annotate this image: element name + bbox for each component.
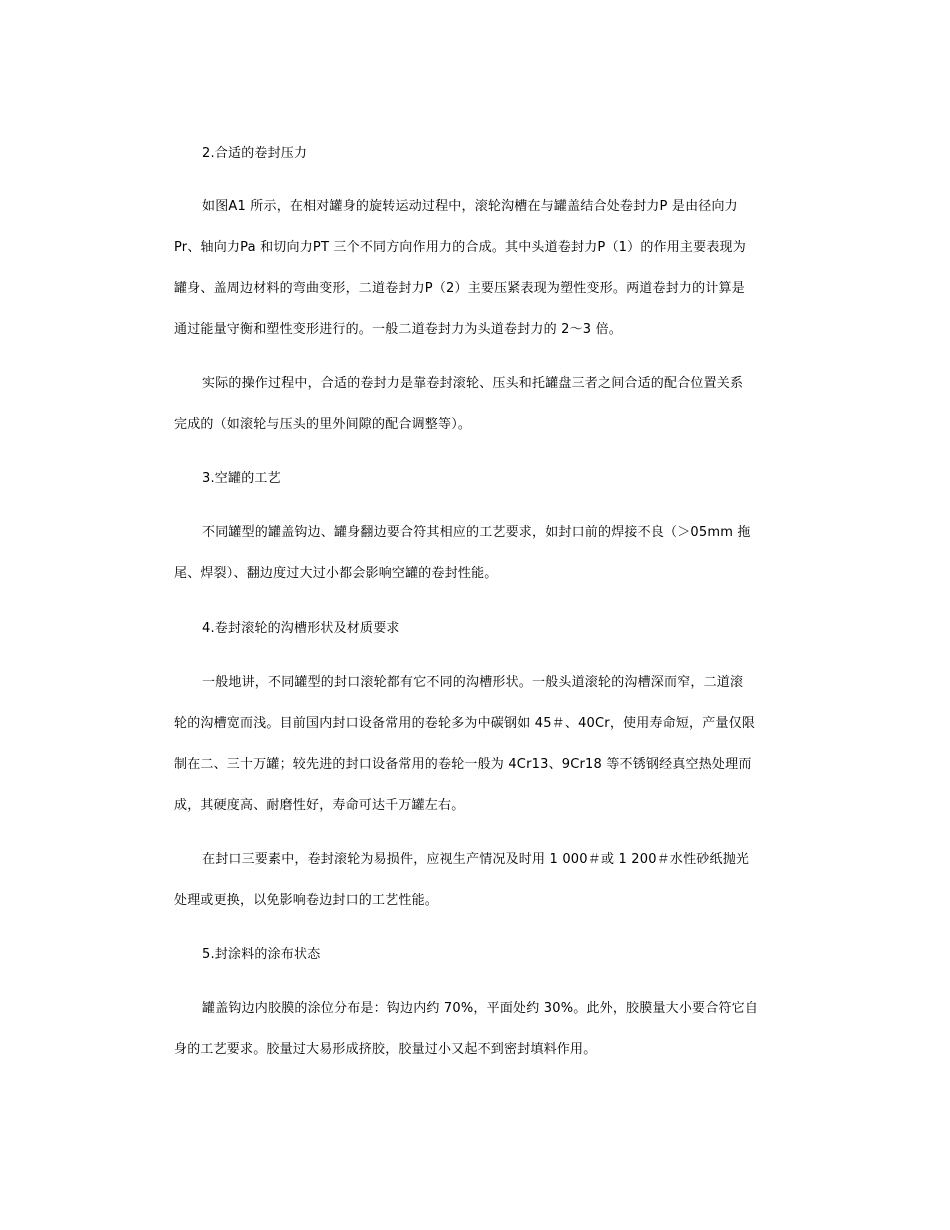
paragraph-line: 身的工艺要求。胶量过大易形成挤胶，胶量过小又起不到密封填料作用。 bbox=[174, 1042, 597, 1057]
paragraph-line: 成，其硬度高、耐磨性好，寿命可达千万罐左右。 bbox=[174, 798, 465, 813]
paragraph-line: 罐身、盖周边材料的弯曲变形，二道卷封力P（2）主要压紧表现为塑性变形。两道卷封力的计算是 bbox=[174, 281, 745, 296]
paragraph-line: 完成的（如滚轮与压头的里外间隙的配合调整等）。 bbox=[174, 417, 472, 432]
paragraph-line: 尾、焊裂）、翻边度过大过小都会影响空罐的卷封性能。 bbox=[174, 566, 498, 581]
paragraph-line: Pr、轴向力Pa 和切向力PT 三个不同方向作用力的合成。其中头道卷封力P（1）的作用主要表现为 bbox=[174, 240, 746, 255]
section-heading: 3.空罐的工艺 bbox=[202, 471, 281, 486]
section-heading: 4.卷封滚轮的沟槽形状及材质要求 bbox=[202, 621, 400, 636]
paragraph-line: 轮的沟槽宽而浅。目前国内封口设备常用的卷轮多为中碳钢如 45＃、40Cr，使用寿命短，产量仅限 bbox=[174, 716, 756, 731]
paragraph-line: 制在二、三十万罐；较先进的封口设备常用的卷轮一般为 4Cr13、9Cr18 等不锈钢经真空热处理而 bbox=[174, 757, 752, 772]
paragraph-line: 通过能量守衡和塑性变形进行的。一般二道卷封力为头道卷封力的 2～3 倍。 bbox=[174, 322, 623, 337]
paragraph-line: 一般地讲，不同罐型的封口滚轮都有它不同的沟槽形状。一般头道滚轮的沟槽深而窄，二道滚 bbox=[202, 675, 744, 690]
section-heading: 2.合适的卷封压力 bbox=[202, 146, 308, 161]
paragraph-line: 在封口三要素中，卷封滚轮为易损件，应视生产情况及时用 1 000＃或 1 200＃水性砂纸抛光 bbox=[202, 852, 750, 867]
paragraph-line: 处理或更换，以免影响卷边封口的工艺性能。 bbox=[174, 893, 439, 908]
paragraph-line: 罐盖钩边内胶膜的涂位分布是：钩边内约 70%，平面处约 30%。此外，胶膜量大小要合符它自 bbox=[202, 1001, 759, 1016]
paragraph-line: 不同罐型的罐盖钩边、罐身翻边要合符其相应的工艺要求，如封口前的焊接不良（＞05mm 拖 bbox=[202, 525, 751, 540]
section-heading: 5.封涂料的涂布状态 bbox=[202, 947, 321, 962]
paragraph-line: 实际的操作过程中，合适的卷封力是靠卷封滚轮、压头和托罐盘三者之间合适的配合位置关系 bbox=[202, 376, 744, 391]
paragraph-line: 如图A1 所示，在相对罐身的旋转运动过程中，滚轮沟槽在与罐盖结合处卷封力P 是由径向力 bbox=[202, 199, 738, 214]
